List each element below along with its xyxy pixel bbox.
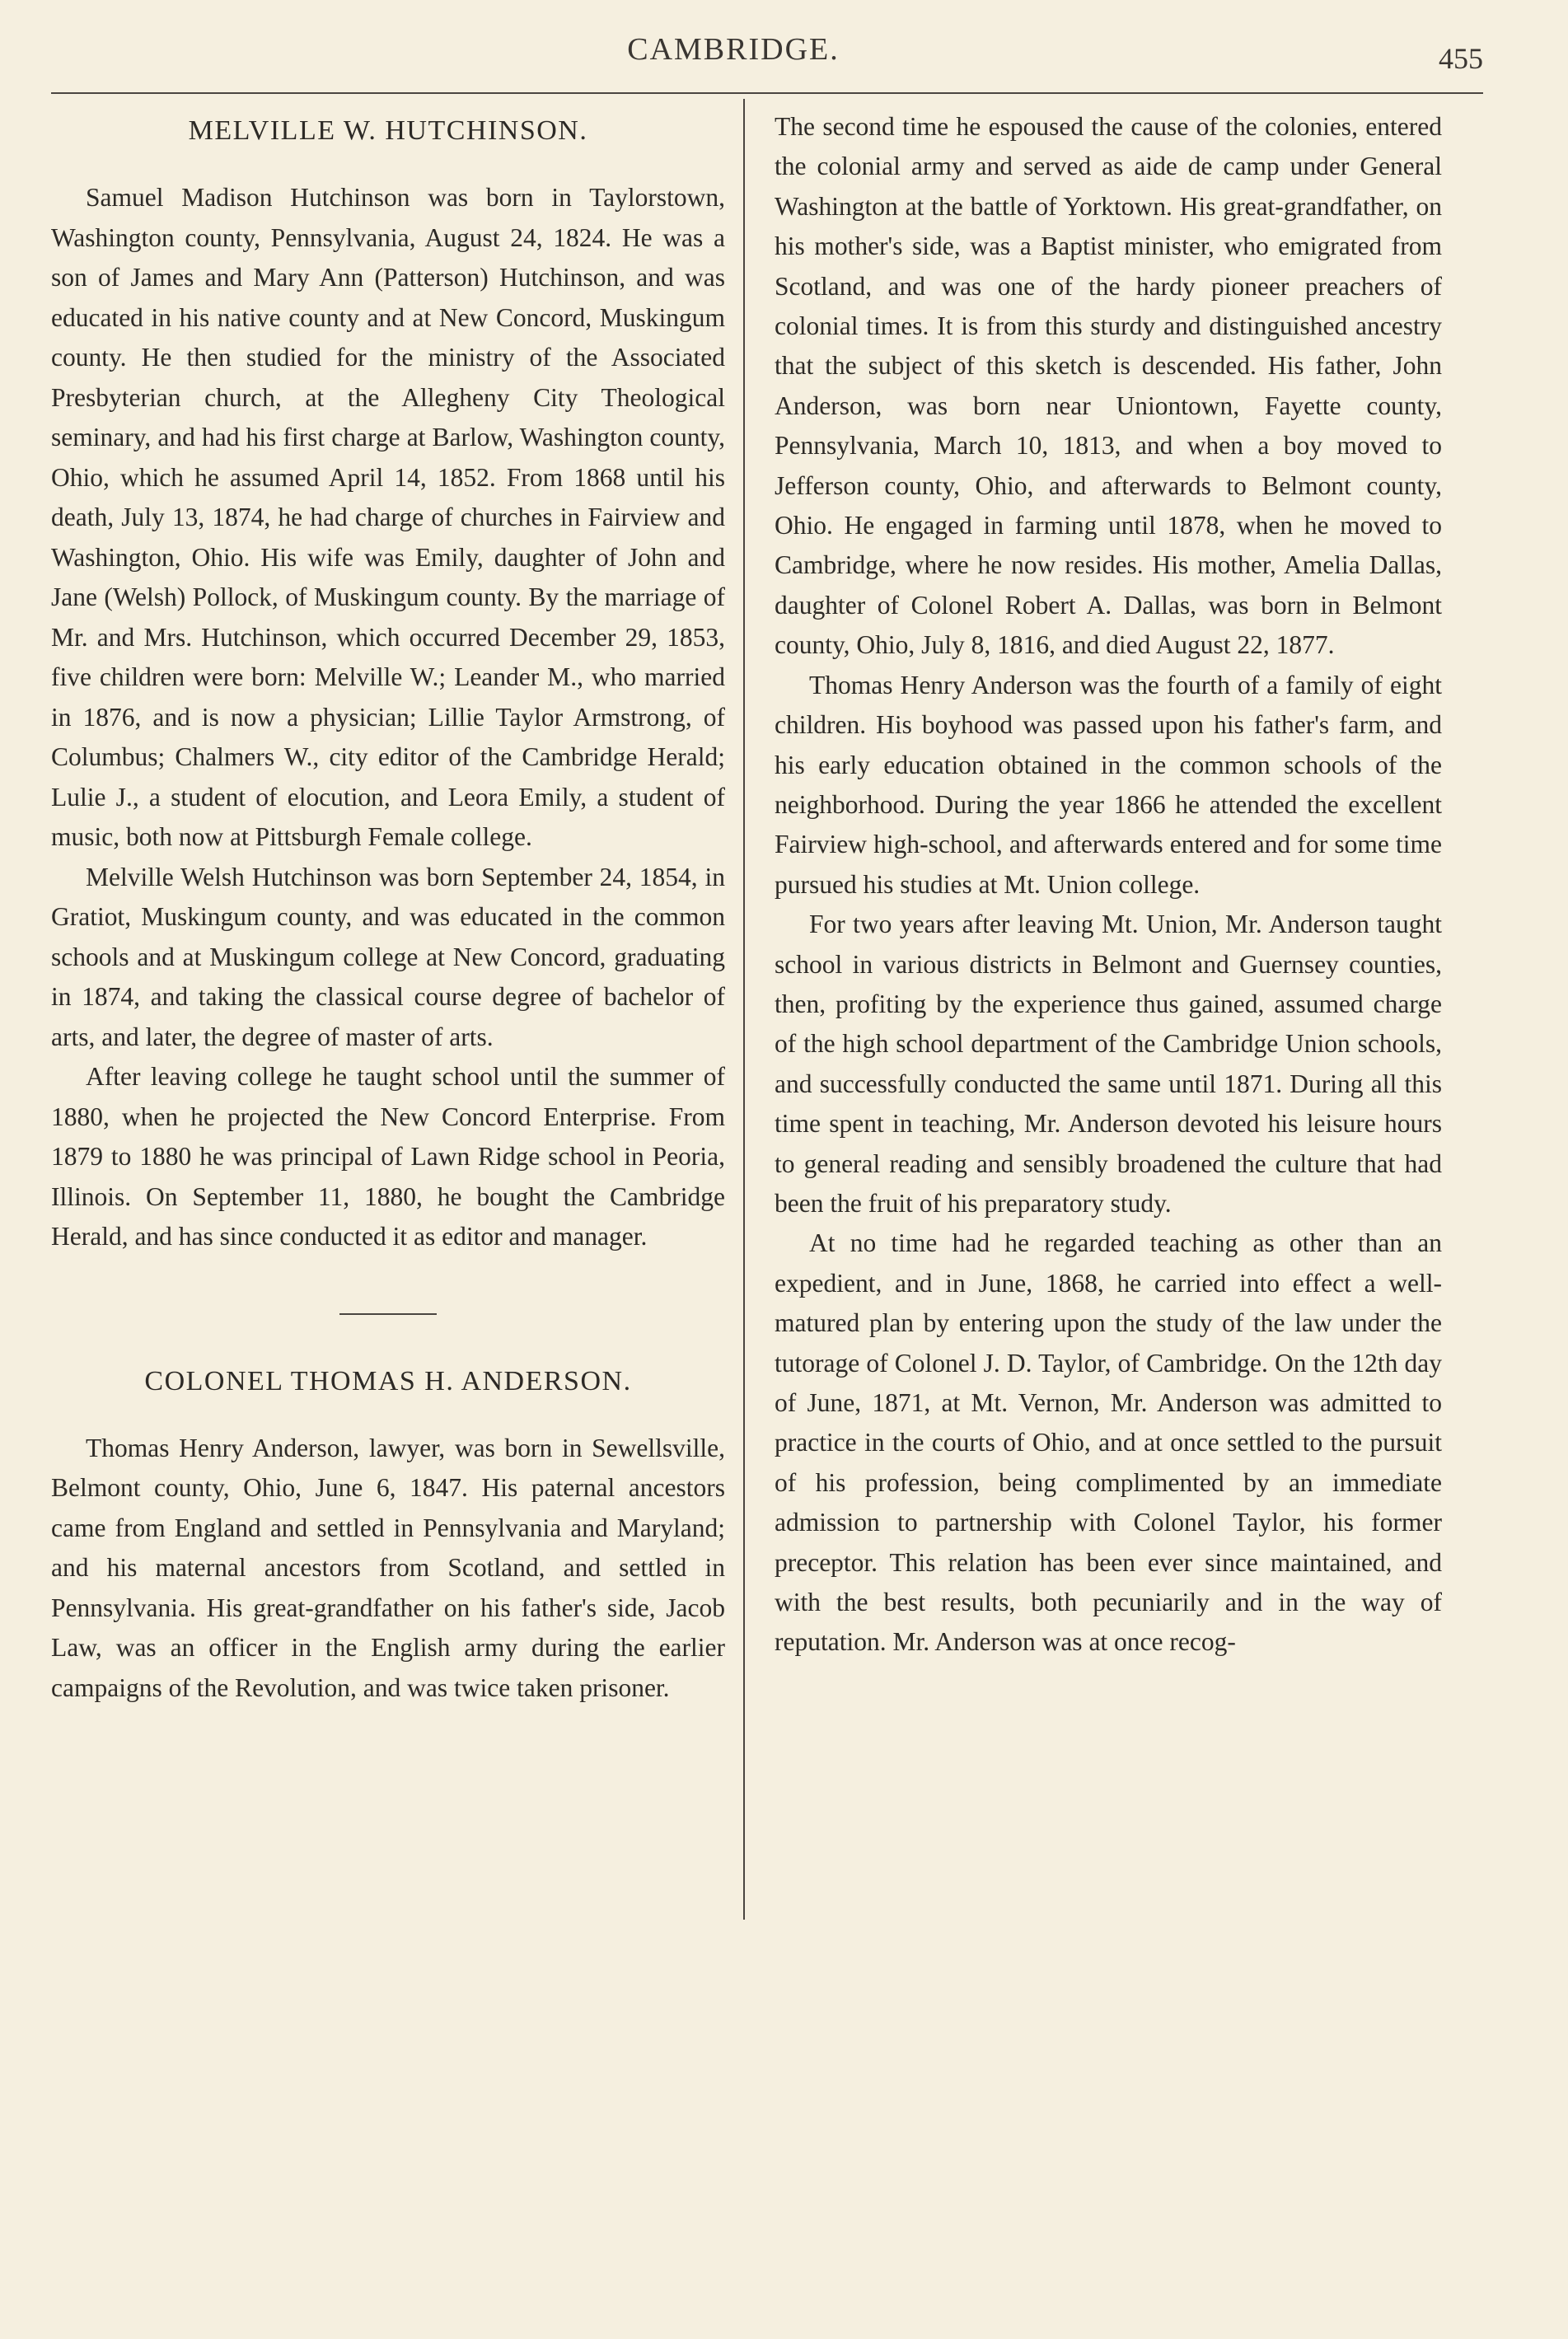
- paragraph: After leaving college he taught school until the summer of 1880, when he projected the New Concord Enterprise. From 1879 to 1880 he was principal of Lawn Ridge school in Peoria, Illinois. On September 11, 1880, he bought the Cambridge Herald, and has since conducted it as editor and manager.: [51, 1062, 725, 1251]
- header-rule: [51, 92, 1483, 94]
- paragraph: Thomas Henry Anderson was the fourth of a family of eight children. His boyhood was passed upon his father's farm, and his early education obtained in the common schools of the neighborhood. During the year 1866 he attended the excellent Fairview high-school, and afterwards entered and for some time pursued his studies at Mt. Union college.: [775, 670, 1442, 899]
- paragraph: Samuel Madison Hutchinson was born in Taylorstown, Washington county, Pennsylvania, August 24, 1824. He was a son of James and Mary Ann (Patterson) Hutchinson, and was educated in his native county and at New Concord, Muskingum county. He then studied for the ministry of the Associated Presbyterian church, at the Allegheny City Theological seminary, and had his first charge at Barlow, Washington county, Ohio, which he assumed April 14, 1852. From 1868 until his death, July 13, 1874, he had charge of churches in Fairview and Washington, Ohio. His wife was Emily, daughter of John and Jane (Welsh) Pollock, of Muskingum county. By the marriage of Mr. and Mrs. Hutchinson, which occurred December 29, 1853, five children were born: Melville W.; Leander M., who married in 1876, and is now a physician; Lillie Taylor Armstrong, of Columbus; Chalmers W., city editor of the Cambridge Herald; Lulie J., a student of elocution, and Leora Emily, a student of music, both now at Pittsburgh Female college.: [51, 183, 725, 851]
- running-head: CAMBRIDGE.: [627, 32, 840, 67]
- paragraph: The second time he espoused the cause of the colonies, entered the colonial army and served as aide de camp under General Washington at the battle of Yorktown. His great-grandfather, on his mother's side, was a Baptist minister, who emigrated from Scotland, and was one of the hardy pioneer preachers of colonial times. It is from this sturdy and distinguished ancestry that the subject of this sketch is descended. His father, John Anderson, was born near Uniontown, Fayette county, Pennsylvania, March 10, 1813, and when a boy moved to Jefferson county, Ohio, and afterwards to Belmont county, Ohio. He engaged in farming until 1878, when he moved to Cambridge, where he now resides. His mother, Amelia Dallas, daughter of Colonel Robert A. Dallas, was born in Belmont county, Ohio, July 8, 1816, and died August 22, 1877.: [775, 112, 1442, 660]
- column-divider: [743, 99, 745, 1920]
- left-column: [51, 107, 725, 1708]
- article-title-anderson: COLONEL THOMAS H. ANDERSON.: [144, 1365, 632, 1396]
- section-divider-rule: [339, 1313, 437, 1315]
- article-title-hutchinson: MELVILLE W. HUTCHINSON.: [188, 115, 588, 146]
- paragraph: For two years after leaving Mt. Union, Mr. Anderson taught school in various districts in Belmont and Guernsey counties, then, profiting by the experience thus gained, assumed charge of the high school department of the Cambridge Union schools, and successfully conducted the same until 1871. During all this time spent in teaching, Mr. Anderson devoted his leisure hours to general reading and sensibly broadened the culture that had been the fruit of his preparatory study.: [775, 910, 1442, 1218]
- page-number: 455: [1439, 42, 1483, 75]
- paragraph: Thomas Henry Anderson, lawyer, was born in Sewellsville, Belmont county, Ohio, June 6, 1847. His paternal ancestors came from England and settled in Pennsylvania and Maryland; and his maternal ancestors from Scotland, and settled in Pennsylvania. His great-grandfather on his father's side, Jacob Law, was an officer in the English army during the earlier campaigns of the Revolution, and was twice taken prisoner.: [51, 1433, 725, 1702]
- paragraph: Melville Welsh Hutchinson was born September 24, 1854, in Gratiot, Muskingum county, and was educated in the common schools and at Muskingum college at New Concord, graduating in 1874, and taking the classical course degree of bachelor of arts, and later, the degree of master of arts.: [51, 862, 725, 1051]
- paragraph: At no time had he regarded teaching as other than an expedient, and in June, 1868, he carried into effect a well-matured plan by entering upon the study of the law under the tutorage of Colonel J. D. Taylor, of Cambridge. On the 12th day of June, 1871, at Mt. Vernon, Mr. Anderson was admitted to practice in the courts of Ohio, and at once settled to the pursuit of his profession, being complimented by an immediate admission to partnership with Colonel Taylor, his former preceptor. This relation has been ever since maintained, and with the best results, both pecuniarily and in the way of reputation. Mr. Anderson was at once recog-: [775, 1228, 1442, 1657]
- right-column: [775, 107, 1442, 1663]
